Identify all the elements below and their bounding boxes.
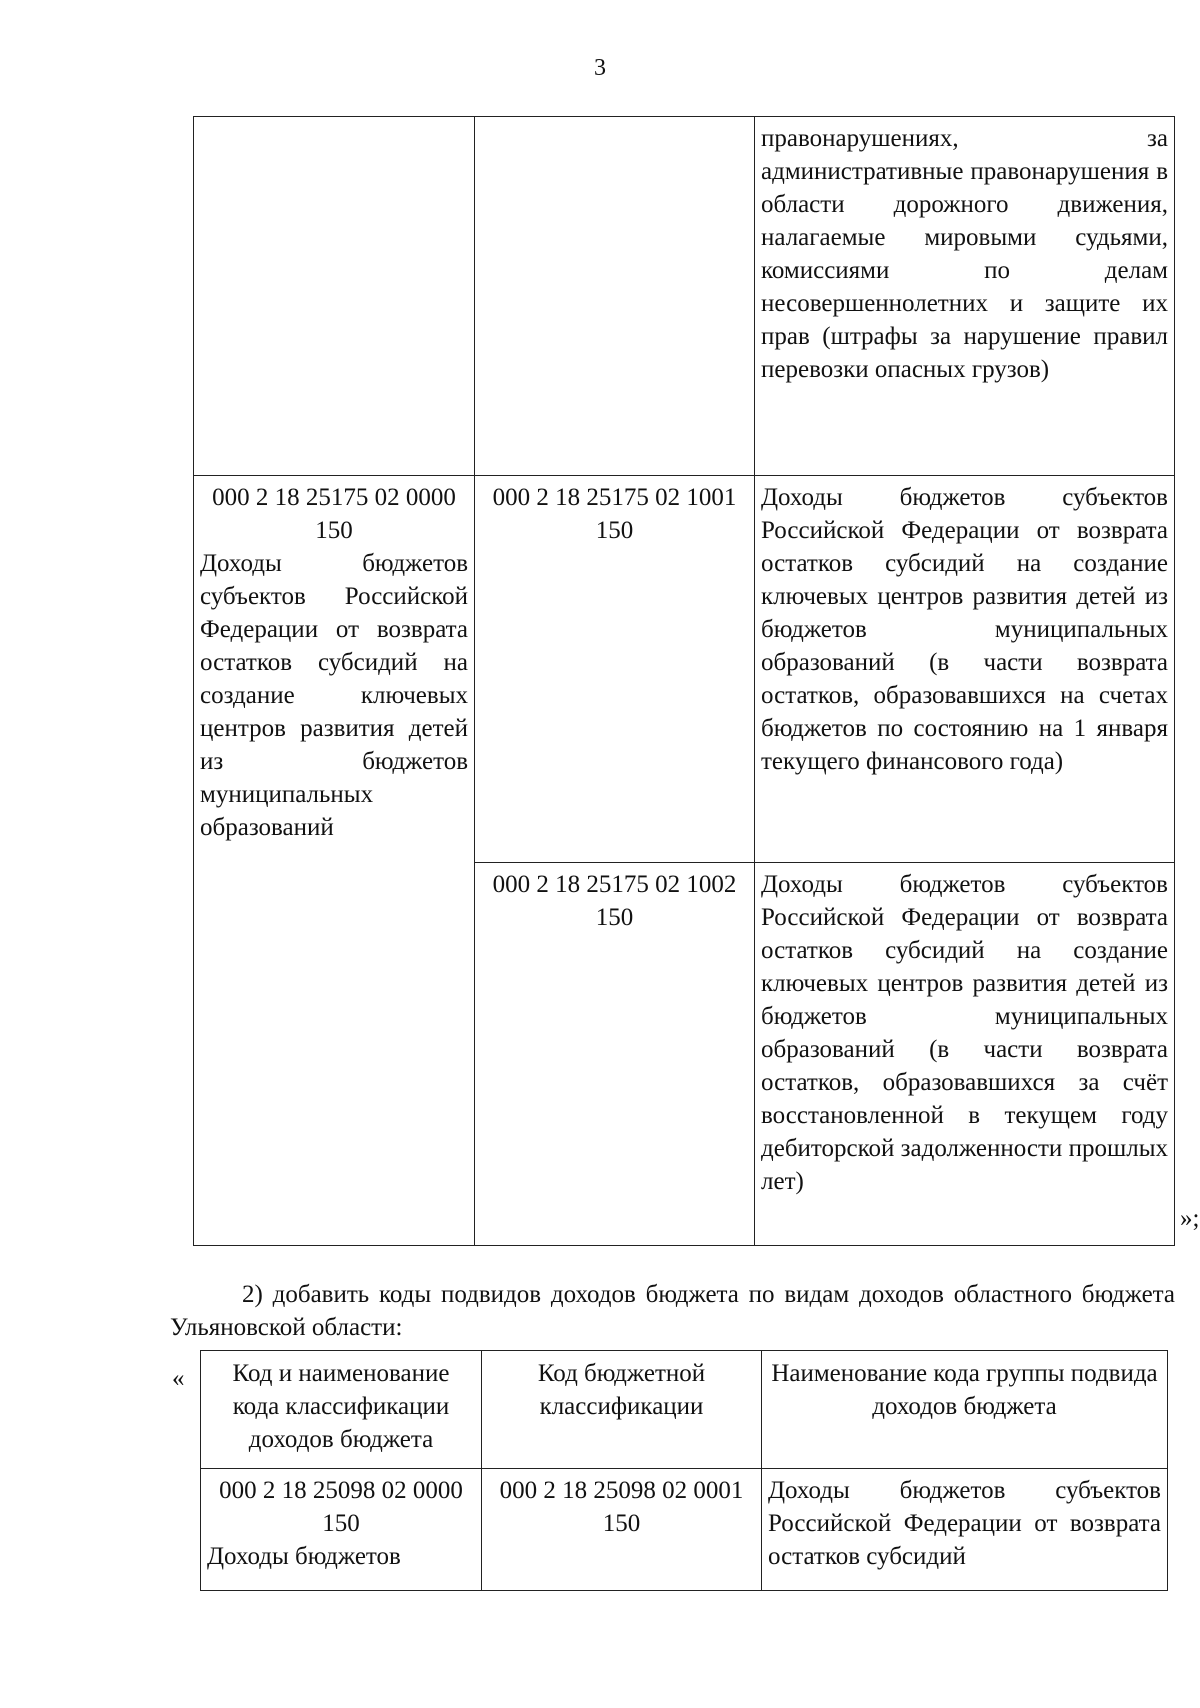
group-code: 000 2 18 25175 02 0000 150 <box>212 484 456 544</box>
table-row <box>194 117 1175 476</box>
code-description: Доходы бюджетов субъектов Российской Федерации от возврата остатков субсидий <box>762 1469 1168 1591</box>
group-cell <box>201 1469 482 1591</box>
opening-quote-mark: « <box>172 1365 185 1392</box>
page-number: 3 <box>594 55 606 81</box>
budget-code: 000 2 18 25175 02 1001 150 <box>475 476 755 863</box>
table-header-row <box>201 1351 1168 1469</box>
table-cell-empty <box>475 117 755 476</box>
closing-quote-mark: »; <box>1180 1205 1200 1232</box>
group-cell <box>194 476 475 1246</box>
new-revenue-codes-table <box>200 1350 1168 1591</box>
budget-code: 000 2 18 25098 02 0001 150 <box>482 1469 762 1591</box>
column-header: Код и наименование кода классификации доходов бюджета <box>201 1351 482 1469</box>
code-description: Доходы бюджетов субъектов Российской Федерации от возврата остатков субсидий на создание ключевых центров развития детей из бюджетов муниципальных образований (в части возврата остатков, образовавшихся за счёт восстановленной в текущем году дебиторской задолженности прошлых лет) <box>755 863 1175 1246</box>
table-cell-empty <box>194 117 475 476</box>
group-code: 000 2 18 25098 02 0000 150 <box>219 1477 463 1537</box>
revenue-codes-table-continued <box>193 116 1175 1246</box>
table-row <box>194 476 1175 863</box>
column-header: Наименование кода группы подвида доходов бюджета <box>762 1351 1168 1469</box>
budget-code: 000 2 18 25175 02 1002 150 <box>475 863 755 1246</box>
column-header: Код бюджетной классификации <box>482 1351 762 1469</box>
group-name: Доходы бюджетов субъектов Российской Федерации от возврата остатков субсидий на создание ключевых центров развития детей из бюджетов муниципальных образований <box>200 550 468 841</box>
instruction-paragraph: 2) добавить коды подвидов доходов бюджета по видам доходов областного бюджета Ульяновской области: <box>170 1281 1175 1341</box>
table-row <box>201 1469 1168 1591</box>
code-description: Доходы бюджетов субъектов Российской Федерации от возврата остатков субсидий на создание ключевых центров развития детей из бюджетов муниципальных образований (в части возврата остатков, образовавшихся на счетах бюджетов по состоянию на 1 января текущего финансового года) <box>755 476 1175 863</box>
row-description-continued: правонарушениях, за административные правонарушения в области дорожного движения, налагаемые мировыми судьями, комиссиями по делам несовершеннолетних и защите их прав (штрафы за нарушение правил перевозки опасных грузов) <box>755 117 1175 476</box>
group-name: Доходы бюджетов <box>207 1543 401 1570</box>
